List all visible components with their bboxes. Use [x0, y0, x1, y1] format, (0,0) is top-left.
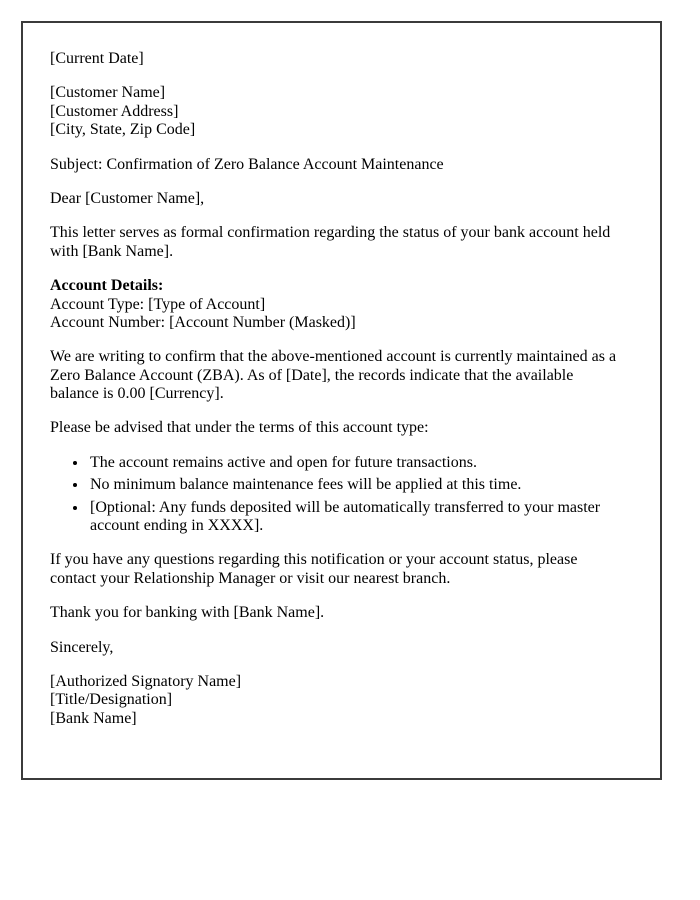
signatory-title: [Title/Designation]: [50, 691, 173, 709]
account-type-line: Account Type: [Type of Account]: [50, 295, 266, 313]
signatory-bank: [Bank Name]: [50, 709, 137, 727]
recipient-name: [Customer Name]: [50, 84, 166, 102]
recipient-block: [50, 84, 625, 139]
confirmation-paragraph: We are writing to confirm that the above-mentioned account is currently maintained as a Zero Balance Account (ZBA). As of [Date], the records indicate that the available balance is 0.00 [Currency].: [50, 348, 617, 403]
recipient-address: [Customer Address]: [50, 102, 179, 120]
terms-list: [50, 454, 625, 536]
letter-document: [21, 21, 662, 780]
intro-paragraph: This letter serves as formal confirmation regarding the status of your bank account held with [Bank Name].: [50, 224, 611, 260]
thanks-paragraph: Thank you for banking with [Bank Name].: [50, 604, 325, 622]
terms-intro: Please be advised that under the terms of this account type:: [50, 419, 429, 437]
account-details-heading: [50, 277, 625, 295]
terms-item-no-fees: • No minimum balance maintenance fees will be applied at this time.: [88, 476, 625, 494]
subject-line: Subject: Confirmation of Zero Balance Account Maintenance: [50, 155, 444, 173]
current-date: [Current Date]: [50, 50, 144, 67]
account-details-heading-text: Account Details:: [50, 277, 164, 295]
terms-item-optional-transfer: • [Optional: Any funds deposited will be automatically transferred to your master account ending in XXXX].: [88, 499, 625, 536]
contact-paragraph: If you have any questions regarding this notification or your account status, please contact your Relationship Manager or visit our nearest branch.: [50, 551, 578, 587]
account-number-line: Account Number: [Account Number (Masked)]: [50, 313, 356, 331]
closing: Sincerely,: [50, 638, 114, 656]
signatory-name: [Authorized Signatory Name]: [50, 672, 242, 690]
salutation: Dear [Customer Name],: [50, 189, 205, 207]
recipient-city-state-zip: [City, State, Zip Code]: [50, 121, 196, 139]
terms-item-active: • The account remains active and open for future transactions.: [88, 454, 625, 472]
signature-block: [50, 673, 625, 728]
account-details-block: [50, 277, 625, 332]
